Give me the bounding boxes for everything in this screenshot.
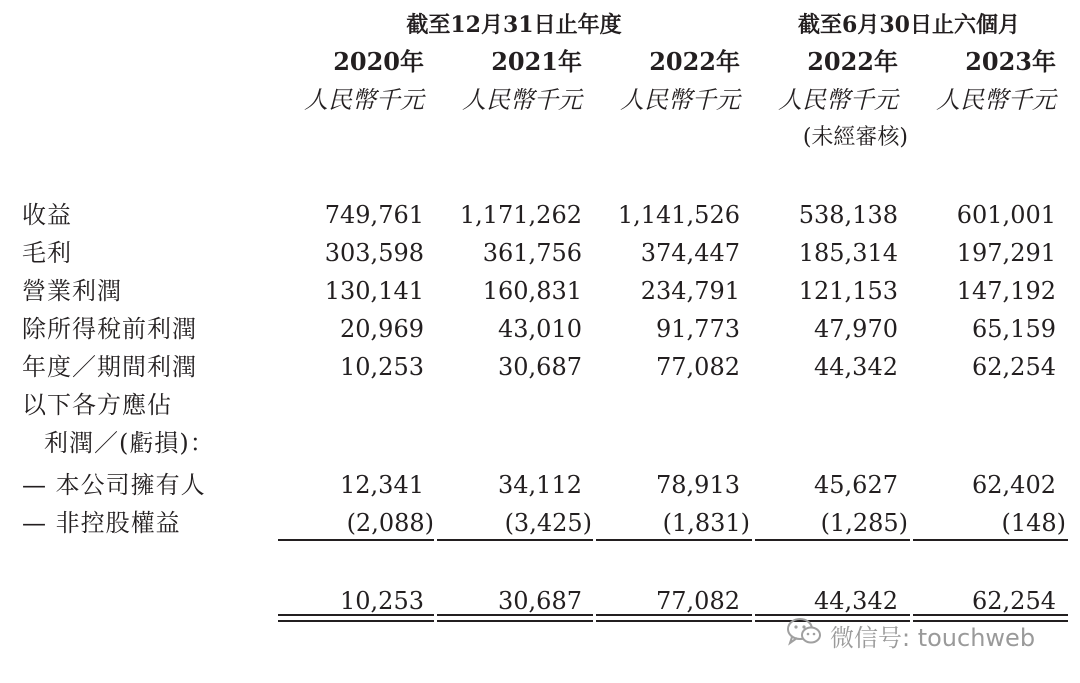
table-cell: 45,627	[814, 471, 898, 499]
row-label: — 非控股權益	[22, 509, 181, 537]
row-label: 收益	[22, 201, 72, 229]
total-cell: 30,687	[498, 587, 582, 615]
row-label: 毛利	[22, 239, 72, 267]
year-2020: 2020年	[333, 47, 424, 76]
table-cell: 121,153	[798, 277, 898, 305]
table-row	[0, 310, 1080, 348]
row-label: 除所得稅前利潤	[22, 315, 197, 343]
table-cell: 65,159	[972, 315, 1056, 343]
table-cell: 303,598	[324, 239, 424, 267]
table-row	[0, 386, 1080, 424]
total-double-rule	[596, 614, 752, 622]
unit-label: 人民幣千元	[778, 86, 898, 114]
year-2022-interim: 2022年	[807, 47, 898, 76]
table-row	[0, 424, 1080, 462]
table-cell: 538,138	[798, 201, 898, 229]
table-cell: 749,761	[324, 201, 424, 229]
table-cell: (3,425)	[504, 509, 592, 537]
table-cell: 197,291	[956, 239, 1056, 267]
unit-label: 人民幣千元	[936, 86, 1056, 114]
table-row	[0, 348, 1080, 386]
row-label: — 本公司擁有人	[22, 471, 206, 499]
table-cell: 10,253	[340, 353, 424, 381]
table-cell: 47,970	[814, 315, 898, 343]
subtotal-rule	[437, 539, 593, 541]
header-annual-group: 截至12月31日止年度	[406, 12, 622, 38]
watermark-text: 微信号: touchweb	[830, 623, 1036, 652]
year-2022-annual: 2022年	[649, 47, 740, 76]
header-unaudited-row	[0, 120, 1080, 156]
unit-label: 人民幣千元	[304, 86, 424, 114]
subtotal-rule	[278, 539, 434, 541]
total-cell: 62,254	[972, 587, 1056, 615]
wechat-watermark	[786, 618, 1035, 652]
table-cell: 374,447	[640, 239, 740, 267]
table-row	[0, 234, 1080, 272]
total-cell: 77,082	[656, 587, 740, 615]
header-interim-group: 截至6月30日止六個月	[798, 12, 1020, 38]
total-double-rule	[437, 614, 593, 622]
table-cell: (148)	[1001, 509, 1066, 537]
table-cell: 62,402	[972, 471, 1056, 499]
table-row	[0, 504, 1080, 542]
table-cell: 34,112	[498, 471, 582, 499]
table-row	[0, 196, 1080, 234]
table-cell: 361,756	[482, 239, 582, 267]
table-cell: 234,791	[640, 277, 740, 305]
table-cell: 43,010	[498, 315, 582, 343]
subtotal-rule	[913, 539, 1068, 541]
table-cell: 185,314	[798, 239, 898, 267]
row-label: 以下各方應佔	[22, 391, 172, 419]
unaudited-note: (未經審核)	[802, 125, 908, 150]
table-cell: (1,285)	[820, 509, 908, 537]
table-cell: 130,141	[324, 277, 424, 305]
table-cell: 62,254	[972, 353, 1056, 381]
year-2021: 2021年	[491, 47, 582, 76]
table-cell: 1,171,262	[459, 201, 582, 229]
table-cell: (2,088)	[346, 509, 434, 537]
header-years-row	[0, 44, 1080, 80]
table-cell: 78,913	[656, 471, 740, 499]
wechat-icon	[786, 617, 822, 653]
total-cell: 44,342	[814, 587, 898, 615]
table-cell: 1,141,526	[617, 201, 740, 229]
table-cell: 147,192	[956, 277, 1056, 305]
table-cell: 44,342	[814, 353, 898, 381]
year-2023-interim: 2023年	[965, 47, 1056, 76]
table-cell: 12,341	[340, 471, 424, 499]
unit-label: 人民幣千元	[620, 86, 740, 114]
header-units-row	[0, 82, 1080, 118]
row-label: 利潤／(虧損)：	[44, 429, 215, 457]
table-cell: 77,082	[656, 353, 740, 381]
table-cell: 160,831	[482, 277, 582, 305]
table-row	[0, 466, 1080, 504]
subtotal-rule	[596, 539, 752, 541]
unit-label: 人民幣千元	[462, 86, 582, 114]
table-cell: 91,773	[656, 315, 740, 343]
total-cell: 10,253	[340, 587, 424, 615]
table-cell: 601,001	[956, 201, 1056, 229]
table-cell: 30,687	[498, 353, 582, 381]
table-cell: (1,831)	[662, 509, 750, 537]
row-label: 營業利潤	[22, 277, 122, 305]
table-cell: 20,969	[340, 315, 424, 343]
subtotal-rule	[755, 539, 910, 541]
row-label: 年度／期間利潤	[22, 353, 197, 381]
total-double-rule	[278, 614, 434, 622]
table-row	[0, 272, 1080, 310]
